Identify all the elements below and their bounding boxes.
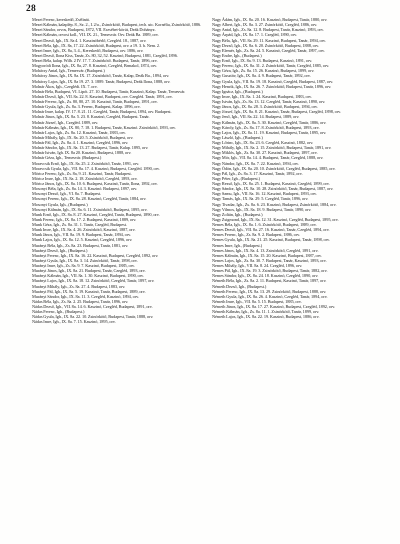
directory-entry: Nagy Zoltán, Igh., (Budapest.) (212, 211, 263, 217)
directory-entry: Nagy Rezső, Igh., IX. 8a. 25. 1. Budapest, Kaszinó, Czegléd, 1899, orv. (212, 181, 330, 186)
directory-entry: Mosonyi Ferenc, Igh., IX. 8a. 28. Kaszinó, Czegléd, Tanár, 1884, orv. (32, 196, 147, 202)
directory-entry: Molnár Ferenc, Igh., Zs. 80, 80, 27. 10. Kaszinó, Tanár, Budapest, 1891, orv. (32, 99, 158, 104)
directory-entry: Mezei Imre, Igh., IX. 8a, 3. 4., Kereskedő, Budapest, orv. 1886, orv. (32, 47, 144, 53)
directory-entry: Nagy Sándor, Igh., IX. 8a. 10. 28. Zsinórkötő, Tanár, Budapest, 1887, orv. (212, 186, 334, 192)
directory-entry: Mohácsy János, Igh., IX. 8a. IX. 17. Zsinórkötő, Tanár, Kalap, Deák Ba., 1894, orv. (32, 73, 170, 79)
directory-entry: Nemes János, Igh., IX. 8a. 4. 13. Zsinórkötő, Czegléd, 1891, orv. (212, 247, 319, 253)
page-number: 28 (26, 4, 37, 14)
directory-entry: Murányi Lajos, Igh., IX. 8a. 18. 12. Zsinórkötő, Czegléd, Tanár, 1897, orv. (32, 278, 155, 284)
directory-entry: Murányi Béla, Igh., Zs. 8a. 23. Budapest, Tanár, 1881, orv. (32, 242, 129, 248)
left-column (32, 17, 210, 325)
directory-entry: Murányi János, Igh., IX. 8a. 21. Budapest, Tanár, Czegléd, 1893, orv. (32, 268, 146, 274)
directory-entry: Murányi Pál, Igh., IX. 8a. 5. 19. Kaszinó, Tanár, Budapest, 1889, orv. (32, 288, 146, 294)
directory-entry: Nagy Kálmán, Igh., IX. 8a. 5. 30. Kaszinó, Czegléd, Tanár, 1886, orv. (212, 119, 327, 125)
directory-entry: Mohácsy Lajos, Igh., IX. 8a 19. 27. 3. 1889. Tanár, Budapest, Deák Ilona, 1888, orv. (32, 78, 171, 84)
directory-entry: Molnár István, Igh. IX. 8a 20. Kaszinó, Budapest, 1888, orv. (32, 150, 132, 156)
directory-entry: Murányi Sándor, Igh., IX. 8a. 11. 3. Czegléd, Kaszinó, 1894, orv. (32, 293, 139, 299)
directory-entry: Molnár József, Igh., Czegléd. 1889, orv. (32, 119, 99, 125)
directory-entry: Nagy Ferenc, Igh., IX. 8a. 31. 2. Zsinórkötő, Tanár, Czegléd, 1885, orv. (212, 63, 330, 69)
right-column (212, 17, 390, 319)
directory-entry: Nagy Miklós, Igh., Zs. 8a. 30. 27. Kaszinó, Budapest, 1897, orv. (212, 150, 318, 156)
directory-entry: Nemes Lajos, Igh., Zs. 8a. 30. 7. Budapest, Tanár, Kaszinó, 1893, orv. (212, 257, 327, 263)
directory-entry: Nagy Géza, Igh., Zs. 8a. 15. 26. Kaszinó, Budapest, 1899, orv. (212, 68, 315, 74)
directory-entry: Molnár Imre, kalap. IV. 17. 8. 21. 11. Czegléd, Tanár, Budapest, 1894, orv. Budapest. (32, 109, 172, 115)
directory-entry: Nagy László, Igh., (Budapest.) (212, 134, 263, 140)
directory-entry: Mezei Béla, Igh., IX. 8a, 17. 22. Zsinórkötő, Budapest, orv. a 19. 3. b. Nem. 2. (32, 42, 161, 48)
directory-entry: Molnár János, Igh., IX. 8a. 5. 23. 8. Kaszinó, Czegléd, Budapest. Tanár. (32, 114, 150, 120)
directory-entry: Nagy István, Igh., Zs. 8a. 13. 12. Czegléd, Tanár, Kaszinó, 1890, orv. (212, 99, 326, 104)
directory-entry: Németh János, Igh., IX. 8a. 17. 27. Kaszinó, Budapest, Czegléd, 1892, orv. (212, 304, 336, 309)
directory-entry: Nagy Árpád, Igh., IX. 8a. 17. 1. Czegléd, 1890, orv. (212, 32, 297, 38)
directory-entry: Munk Lajos, Igh., IX. 8a. 12. 5. Kaszinó, Czegléd, 1896, orv. (32, 237, 133, 243)
directory-entry: Nádas Dezső, Igh., VII. 8a. 14. 6. Kaszinó, Czegléd, Budapest, 1891, orv. (32, 304, 153, 309)
directory-entry: Molnár Mihály, Igh., IX. 8a. 20. 5. Zsinórkötő, Budapest, orv. (32, 134, 134, 140)
directory-entry: Mezei Kálmán, orvosi koll., VII. IX. 21., Temesvár. Orv. Deák Ba. 1889, orv. (32, 32, 159, 38)
directory-entry: Munk János, Igh., VII. 8a. 19. 9. Budapest, Tanár, 1894, orv. (32, 232, 131, 238)
directory-entry: Mezei Ferenc, kereskedő, Zsélinát. (32, 17, 90, 22)
directory-entry: Nagy Antal, Igh., Zs. 8a. 12. 8. Budapest, Tanár, Kaszinó, 1893, orv. (212, 27, 324, 33)
directory-entry: Nádas Imre, Igh., IX. 8a. 7. 15. Kaszinó, 1895, orv. (32, 319, 116, 325)
directory-entry: Mogyoródi Ilona, Igh., IX. 8a, 27. 8. Kaszinó, Czegléd, Brmakol, 1874, orv. (32, 63, 157, 69)
directory-entry: Munk Géza, Igh., Zs. 8a. 31. 1. Tanár, Czegléd, Budapest. (32, 222, 127, 227)
directory-entry: Nagy Mihály, Igh., IX. 8a. 2. 15. Zsinórkötő, Budapest, Tanár, 1891, orv. (212, 145, 332, 151)
directory-entry: Murányi Ferenc, Igh., IX. 8a. 16. 22. Kaszinó, Budapest, Czegléd, 1892, orv. (32, 252, 159, 258)
directory-entry: Nagy Henrik, Igh., IX. 8a. 26. 7. Zsinórkötő, Budapest, Tanár, 1896, orv. (212, 83, 332, 89)
directory-entry: Móricz Imre, Igh., IX. 8a. 2. 18. Zsinórkötő, Czegléd, 1893, orv. (32, 175, 138, 181)
directory-entry: Móricz Ferenc, Igh., Zs. 8a, 9. 21. Kaszinó, Tanár, Budapest. (32, 170, 132, 176)
directory-entry: Nagy Samu, Igh., VII. 8a. 16. 12. Kaszinó, Budapest, 1893, orv. (212, 191, 317, 197)
directory-entry: Molnár Pál, Igh., Zs. 8a. 4. 1. Kaszinó, Czegléd, 1896, orv. (32, 140, 129, 145)
directory-entry: Nagy Nándor, Igh., IX. 8a. 7. 22. Kaszinó, 1894, orv. (212, 160, 299, 166)
directory-entry: Nagy Jenő, Igh., VII. 8a. 22. 14. Budapest, 1889, orv. (212, 114, 300, 120)
directory-entry: Németh Lajos, Igh., IX. 8a. 22. 19. Kaszinó, Budapest, 1886, orv. (212, 314, 320, 320)
directory-entry: Nagy Albert, Igh., IX. 8a. 3. 27. Zsinórkötő, Czegléd, 1886, orv. (212, 22, 318, 28)
directory-entry: Nagy Gyula, Igh., VII. 8a. 19. 18. Kaszinó, Czegléd, Budapest, 1887, orv. (212, 78, 334, 84)
directory-entry: Molnár Lajos, Igh., Zs. 8a. 12. Kaszinó, Tanár, 1883, orv. (32, 129, 126, 135)
directory-entry: Nagy Károly, Igh., Zs. 8a. 17. 8. Zsinórkötő, Budapest, 1893, orv. (212, 124, 320, 130)
directory-entry: Murányi Dezső, Igh., (Budapest.) (32, 247, 88, 253)
directory-entry: Nemes Dezső, Igh., VII. 8a. 27. 16. Kaszinó, Tanár, Czegléd, 1894, orv. (212, 227, 330, 233)
directory-entry: Nagy Lőrinc, Igh., IX. 8a. 23. 6. Czegléd, Kaszinó, 1882, orv. (212, 140, 314, 145)
directory-entry: Nemes Béla, Igh., IX. 8a. 1. 6. Zsinórkötő, Budapest, 1889, orv. (212, 222, 317, 227)
directory-entry: Mezei Béla, kalap. Wilh. 2 IV. 17. 7. Zsinórkötő. Budapest, Tanár, 1896, orv. (32, 58, 158, 63)
directory-entry: Nemes Mihály, Igh., VII. 8a. 8. 24. Czegléd, 1896, orv. (212, 263, 303, 268)
directory-entry: Nagy Dezső, Igh., IX. 8a. 6. 20. Zsinórkötő, Budapest, 1888, orv. (212, 42, 320, 48)
directory-entry: Nagy Lajos, Igh., IX. 8a. 11. 19. Kaszinó, Budapest, Tanár, 1895, orv. (212, 129, 327, 135)
directory-entry: Nemes Imre, Igh., (Budapest.) (212, 242, 263, 248)
directory-entry: Nagy Endre, Igh., (Budapest.) (212, 52, 262, 58)
directory-entry: Mezei Dezső, Igh., IX. 8a 4. 1. Kaszinóbérlő, Czegléd. 18., 1887, orv. (32, 37, 147, 43)
directory-entry: Nemes Gyula, Igh., IX. 8a. 21. 25. Kaszinó, Budapest, Tanár, 1898, orv. (212, 237, 330, 243)
directory-entry: Nagy Mór, Igh., VII. 8a. 14. 4. Budapest, Tanár, Czegléd, 1888, orv. (212, 155, 324, 161)
directory-entry: Nagy Ádám, Igh., IX. 8a. 20. 16. Kaszinó, Budapest, Tanár, 1880, orv. (212, 17, 328, 22)
directory-entry: Nagy József, Igh., IX. 8a. 8. 21. Kaszinó, Tanár, Budapest, Czegléd, 1898, orv. (212, 109, 341, 115)
directory-entry: Molnár Sándor, Igh., IX. 8a. 13. 27. Budapest, Tanár, Kalap. 1895, orv. (32, 145, 149, 151)
directory-entry: Nagy Imre, Igh., IX. 8a. 1. 24. Kaszinó, Budapest, 1883, orv. (212, 93, 312, 99)
directory-entry: Molnár Kálmán, Igh., IX. 80, 7. 18. 1. Budapest, Tanár, Kaszinó. Zsinórkötő, 1893, orv. (32, 124, 176, 130)
directory-entry: Nádas Ferenc, Igh., (Budapest.) (32, 309, 85, 315)
directory-entry: Mezei Dezső, Ilona Kiss, Tanár, Zs. 80, 32, 52. Kaszinó, Budapest, 1881, Czegléd, 1896. (32, 52, 178, 58)
directory-entry: Németh Imre, Igh., VII. 8a. 5. 15. Budapest, 1885, orv. (212, 298, 302, 304)
directory-entry: Nádas Gyula, Igh., IX. 8a. 22. 10. Zsinórkötő, Budapest, Tanár, 1888, orv. (32, 314, 154, 320)
directory-entry: Nagy János, Igh., IX. 8a. 28. 3. Zsinórkötő, Budapest, 1894, orv. (212, 104, 318, 110)
directory-entry: Nagy Béla, Igh., VII. 8a. 29. 11. Kaszinó, Budapest, Tanár, 1894, orv. (212, 37, 326, 43)
directory-entry: Mezei Kálmán, kalaplép. 8., Sz. 2., I. 2/a., Zsinórkötő, Budapest, tech. utc. Kornélia, Zsinórkötő, 1886. (32, 22, 202, 28)
directory-entry: Molnár Gyula, Igh., Zs. 8a. 3. Ferenc, Budapest, Kalap. 1896, orv. (32, 104, 141, 110)
directory-entry: Molnár Géza, Igh., Temesvár. (Budapest.) (32, 155, 102, 161)
directory-entry: Németh Ferenc, Igh., IX. 8a. 13. 29. Zsinórkötő, Budapest, 1888, orv. (212, 288, 327, 294)
directory-entry: Murányi Mihály, Igh., Zs. 8a. 27. 4. Budapest, 1883, orv. (32, 283, 126, 289)
directory-entry: Nagy Zsigmond, Igh., IX. 8a. 12. 31. Kaszinó, Czegléd, Budapest, 1895, orv. (212, 216, 339, 222)
directory-entry: Nagy Gusztáv, Igh., IX. 8a. 4. 9. Budapest, Tanár, 1892, orv. (212, 73, 311, 79)
directory-entry: Németh Béla, Igh., Zs. 8a. 2. 11. Budapest, Kaszinó, Tanár, 1897, orv. (212, 278, 327, 284)
directory-entry: Mosonyi Béla, Igh., Zs. 8a. 14. 3. Kaszinó. Budapest, 1897, orv. (32, 186, 138, 192)
directory-entry: Nemes Ferenc, Igh., Zs. 8a. 9. 2. Budapest, 1886, orv. (212, 232, 300, 238)
directory-entry: Nagy Tamás, Igh., IX. 8a. 29. 5. Czegléd, Tanár, 1896, orv. (212, 196, 309, 202)
directory-entry: Mosonyi Gyula, Igh., (Budapest.) (32, 201, 88, 207)
directory-entry: Nagy Tivadar, Igh., Zs. 8a. 6. 23. Kaszinó, Budapest, Zsinórkötő, 1884, orv. (212, 201, 337, 207)
directory-entry: Murányi Imre, Igh., Zs. 8a. 9. 7. Kaszinó, Budapest, 1885, orv. (32, 263, 135, 268)
directory-entry: Nagy Elemér, Igh., Zs. 8a. 24. 5. Kaszinó, Czegléd, Tanár, 1897, orv. (212, 47, 325, 53)
directory-entry: Nagy Ernő, Igh., IX. 8a. 9. 13. Budapest, Kaszinó, 1891, orv. (212, 58, 313, 63)
directory-entry: Moravcsik Ernő, Igh., IX. 8a. 25. 2. Zsinórkötő, Tanár, 1891, orv. (32, 160, 140, 166)
directory-entry: Mosonyi Kálmán, Igh., IX. 8a. 6. 11. Zsinórkötő, Budapest, 1895, orv. (32, 206, 148, 212)
directory-entry: Molnár Ákos, Igh., Czeglédi. IX. 7. orv. (32, 83, 98, 89)
directory-entry: Nagy Péter, Igh., (Budapest.) (212, 175, 261, 181)
directory-entry: Németh Dezső, Igh., (Budapest.) (212, 283, 267, 289)
directory-entry: Moravcsik Gyula, Igh., VII. 8a. 17. 4. Kaszinó, Budapest, Czegléd. 1890, orv. (32, 165, 160, 171)
directory-entry: Molnár Béla, Budapest, VI. Lipót. 27. 10. Budapest, Tanár, Kaszinó, Kalap. Tanár, Temesvár. (32, 88, 186, 94)
directory-entry: Murányi Gyula, Igh., IX. 8a. 3. 14. Zsinórkötő, Tanár, 1898, orv. (32, 257, 138, 263)
directory-entry: Mezei Sándor, orvos, Budapest, 1872, VII. Erzsébet-körút, Deák Dohányz. (32, 27, 156, 33)
directory-entry: Munk Imre, Igh., IX. 8a. 4. 26. Zsinórkötő, Kaszinó, 1887, orv. (32, 227, 136, 233)
directory-entry: Németh Gyula, Igh., IX. 8a. 26. 4. Kaszinó, Czegléd, Tanár, 1894, orv. (212, 293, 328, 299)
directory-entry: Murányi Kálmán, Igh., VII. 8a. 1. 30. Kaszinó, Budapest, 1890, orv. (32, 273, 144, 279)
directory-entry: Nagy Vilmos, Igh., IX. 8a. 18. 9. Budapest, Tanár, 1890, orv. (212, 206, 312, 212)
directory-entry: Nagy Ödön, Igh., IX. 8a. 20. 10. Zsinórkötő, Czegléd, Budapest, 1885, orv. (212, 165, 336, 171)
directory-entry: Nádas Béla, Igh., Zs. 8a. 2. 25. Budapest, Tanár, 1896, orv. (32, 298, 129, 304)
directory-entry: Németh Kálmán, Igh., Zs. 8a. 11. 1. Zsinórkötő, Tanár, 1899, orv. (212, 309, 320, 315)
directory-entry: Munk Ernő, Igh., IX. 8a. 8. 27. Kaszinó, Czegléd, Tanár, Budapest, 1890, orv. (32, 211, 160, 217)
directory-entry: Munk Ferenc, Igh., IX. 8a. 17. 2. Budapest, Kaszinó, 1889, orv. (32, 216, 137, 222)
directory-entry: Nemes Sándor, Igh., IX. 8a. 24. 18. Kaszinó, Czegléd, 1890, orv. (212, 273, 319, 279)
directory-entry: Nemes Pál, Igh., IX. 8a. 19. 3. Zsinórkötő, Budapest, Tanár, 1882, orv. (212, 268, 328, 274)
directory-entry: Nemes Kálmán, Igh., IX. 8a. 15. 20. Kaszinó, Budapest, 1887, orv. (212, 252, 322, 258)
directory-entry: Nagy Ignácz, Igh., (Budapest.) (212, 88, 263, 94)
directory-entry: Mosonyi Dezső, Igh., VI. 8a. 7. Budapest. (32, 191, 102, 197)
directory-entry: Nagy Pál, Igh., Zs. 8a. 3. 17. Kaszinó, Tanár, 1892, orv. (212, 170, 303, 176)
directory-entry: Molnár Dezső, Igh., VII. 8a. 22. 8. Kaszinó, Budapest, orv. Czegléd. Tanár, 1891, orv. (32, 93, 173, 99)
directory-entry: Mohácsy Antal, Igh., Temesvár. (Budapest.) (32, 68, 105, 74)
directory-entry: Móricz János, Igh., IX. 8a. 10. 6. Budapest, Kaszinó, Tanár, Ilona, 1892, orv. (32, 181, 158, 186)
